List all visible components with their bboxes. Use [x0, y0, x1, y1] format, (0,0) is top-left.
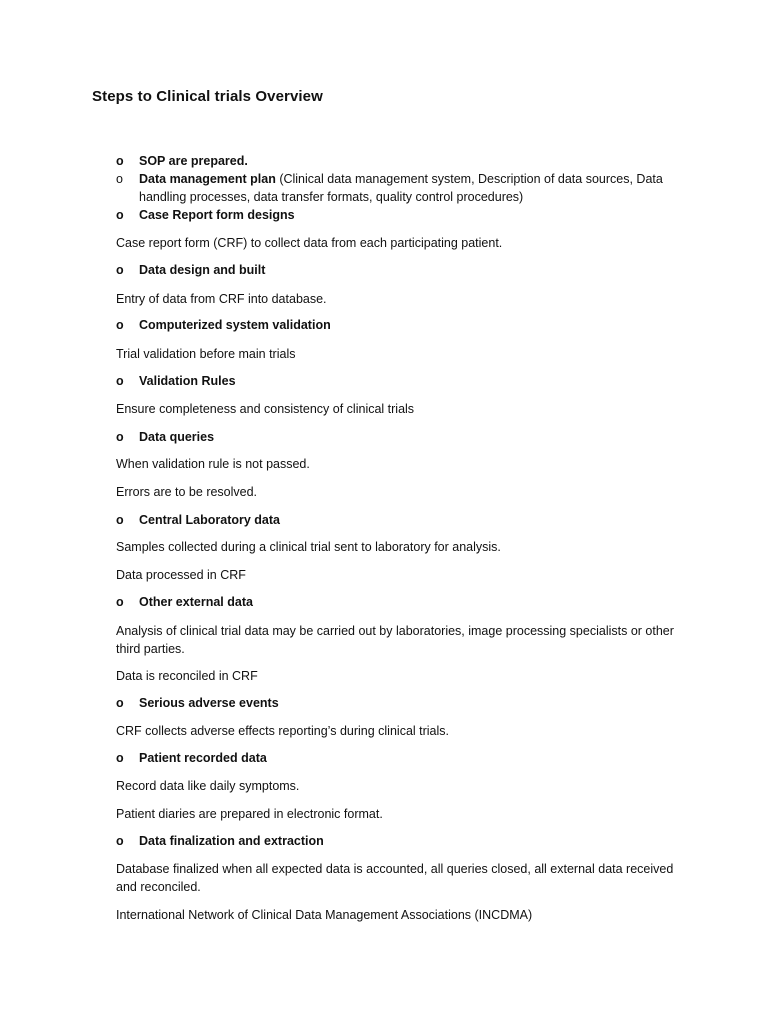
list-item-other-external-data	[116, 593, 676, 611]
paragraph: Database finalized when all expected data is accounted, all queries closed, all external data received and reconciled.	[116, 862, 674, 894]
list-item-data-finalization	[116, 832, 676, 850]
list-item-label: Data finalization and extraction	[139, 834, 324, 848]
list-item-system-validation	[116, 316, 676, 334]
list-item-label: Patient recorded data	[139, 751, 267, 765]
list-item-label: Validation Rules	[139, 374, 236, 388]
bullet-marker: o	[116, 595, 124, 609]
paragraph: International Network of Clinical Data Management Associations (INCDMA)	[116, 908, 533, 922]
bullet-marker: o	[116, 154, 124, 168]
list-item-validation-rules	[116, 372, 676, 390]
bullet-marker: o	[116, 834, 124, 848]
bullet-marker: o	[116, 430, 124, 444]
paragraph: Analysis of clinical trial data may be carried out by laboratories, image processing specialists or other third parties.	[116, 624, 674, 656]
list-item-sop	[116, 152, 676, 170]
list-item-data-design	[116, 261, 676, 279]
list-item-data-management-plan	[116, 170, 676, 206]
paragraph: Entry of data from CRF into database.	[116, 292, 327, 306]
bullet-marker: o	[116, 208, 124, 222]
paragraph: Errors are to be resolved.	[116, 485, 258, 499]
paragraph: Record data like daily symptoms.	[116, 779, 300, 793]
list-item-label: Case Report form designs	[139, 208, 295, 222]
bullet-marker: o	[116, 263, 124, 277]
list-item-content	[139, 170, 676, 206]
paragraph: CRF collects adverse effects reporting’s during clinical trials.	[116, 724, 450, 738]
list-item-label: Central Laboratory data	[139, 513, 281, 527]
paragraph: Data processed in CRF	[116, 568, 246, 582]
paragraph: Case report form (CRF) to collect data from each participating patient.	[116, 236, 503, 250]
paragraph: Ensure completeness and consistency of clinical trials	[116, 402, 415, 416]
list-item-label: Data management plan	[139, 172, 276, 186]
list-item-case-report-form	[116, 206, 676, 224]
list-item-data-queries	[116, 428, 676, 446]
bullet-marker: o	[116, 751, 124, 765]
page-title: Steps to Clinical trials Overview	[92, 88, 323, 105]
bullet-marker: o	[116, 374, 124, 388]
list-item-serious-adverse-events	[116, 694, 676, 712]
paragraph: Trial validation before main trials	[116, 347, 296, 361]
list-item-label: Computerized system validation	[139, 318, 331, 332]
list-item-patient-recorded-data	[116, 749, 676, 767]
list-item-label: Serious adverse events	[139, 696, 279, 710]
list-item-label: Data design and built	[139, 263, 266, 277]
paragraph: Patient diaries are prepared in electronic format.	[116, 807, 383, 821]
paragraph: Data is reconciled in CRF	[116, 669, 258, 683]
list-item-description: (Clinical data management system, Description of data sources, Data handling processes, data transfer formats, quality control procedures)	[139, 172, 663, 204]
bullet-marker: o	[116, 696, 124, 710]
list-item-label: Data queries	[139, 430, 215, 444]
bullet-marker: o	[116, 172, 123, 186]
bullet-marker: o	[116, 513, 124, 527]
paragraph: When validation rule is not passed.	[116, 457, 310, 471]
list-item-central-laboratory	[116, 511, 676, 529]
bullet-marker: o	[116, 318, 124, 332]
list-item-label: Other external data	[139, 595, 253, 609]
list-item-label: SOP are prepared.	[139, 154, 248, 168]
paragraph: Samples collected during a clinical trial sent to laboratory for analysis.	[116, 540, 501, 554]
